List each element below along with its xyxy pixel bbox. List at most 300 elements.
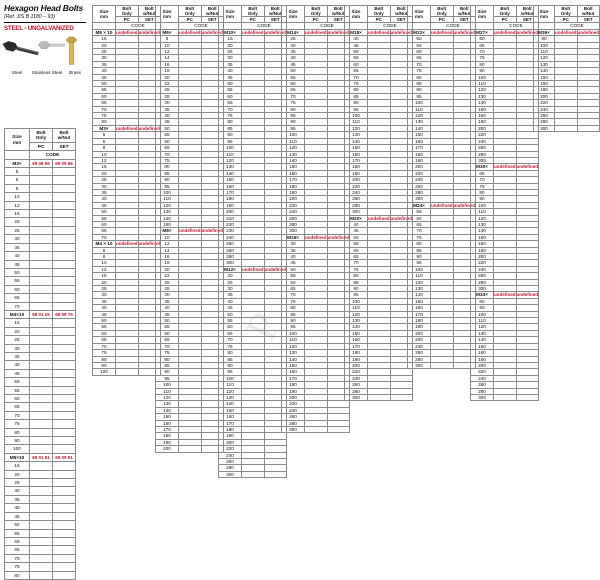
table-row <box>156 446 224 452</box>
length-cell: 180 <box>345 350 368 356</box>
length-cell: 35 <box>156 106 179 112</box>
header-code: CODE <box>494 23 539 29</box>
length-cell: 100 <box>93 369 116 375</box>
legend-price-set <box>53 168 76 176</box>
length-cell: 150 <box>534 74 555 80</box>
length-cell: 30 <box>93 55 116 61</box>
length-cell: 80 <box>345 273 368 279</box>
length-cell: 280 <box>408 189 431 195</box>
length-cell: 220 <box>219 446 242 452</box>
length-cell: 120 <box>408 279 431 285</box>
length-cell: 120 <box>471 215 494 221</box>
legend-header-pc: PC <box>30 142 53 150</box>
code-set-cell: undefined <box>201 29 223 35</box>
length-cell: 240 <box>471 266 494 272</box>
code-set-cell: undefined <box>327 29 349 35</box>
length-cell: 240 <box>408 177 431 183</box>
length-cell: 30 <box>219 286 242 292</box>
length-cell: 150 <box>471 234 494 240</box>
legend-row <box>5 327 76 335</box>
legend-price-pc <box>30 487 53 495</box>
length-cell: 280 <box>282 420 305 426</box>
length-cell: 140 <box>471 337 494 343</box>
header-set: SET <box>577 17 600 23</box>
legend-row <box>5 479 76 487</box>
length-cell: 100 <box>345 298 368 304</box>
length-cell: 55 <box>282 74 305 80</box>
code-pc-cell: undefined <box>116 125 138 131</box>
length-cell: 200 <box>345 177 368 183</box>
legend-price-pc <box>30 260 53 268</box>
length-cell: 100 <box>219 145 242 151</box>
legend-price-set <box>53 176 76 184</box>
length-cell: 160 <box>156 420 179 426</box>
length-cell: 60 <box>156 330 179 336</box>
length-cell: 70 <box>156 151 179 157</box>
length-cell: 95 <box>156 375 179 381</box>
length-cell: 50 <box>408 36 431 42</box>
legend-price-pc <box>30 479 53 487</box>
length-cell: 130 <box>156 401 179 407</box>
legend-length-cell: 80 <box>5 571 30 579</box>
length-cell: 170 <box>408 311 431 317</box>
legend-length-cell: 15 <box>5 462 30 470</box>
length-cell: 120 <box>345 125 368 131</box>
length-cell: 130 <box>408 286 431 292</box>
size-cell: M24× <box>408 202 431 208</box>
code-pc-cell: undefined <box>242 266 264 272</box>
length-cell: 40 <box>156 305 179 311</box>
length-cell: 85 <box>219 356 242 362</box>
length-cell: 15 <box>93 164 116 170</box>
bolt-label-stainless: Stainless Steel <box>31 70 63 75</box>
length-cell: 95 <box>219 369 242 375</box>
length-cell: 75 <box>219 113 242 119</box>
length-cell: 65 <box>408 221 431 227</box>
length-cell: 65 <box>471 42 494 48</box>
legend-code-set: 69 09 66 <box>53 159 76 167</box>
legend-price-set <box>53 193 76 201</box>
length-cell: 160 <box>471 350 494 356</box>
code-set-cell: undefined <box>138 29 160 35</box>
header-code: CODE <box>305 23 350 29</box>
length-cell: 40 <box>345 36 368 42</box>
length-cell: 300 <box>534 125 555 131</box>
length-cell: 80 <box>471 61 494 67</box>
length-cell: 140 <box>408 292 431 298</box>
bolt-price-table <box>218 5 287 478</box>
legend-price-set <box>53 210 76 218</box>
legend-length-cell: 45 <box>5 512 30 520</box>
length-cell: 280 <box>282 221 305 227</box>
bolt-price-table <box>407 5 476 369</box>
length-cell: 55 <box>219 318 242 324</box>
length-cell: 12 <box>93 157 116 163</box>
length-cell: 45 <box>156 119 179 125</box>
length-cell: 140 <box>471 100 494 106</box>
length-cell: 180 <box>345 164 368 170</box>
length-cell: 160 <box>345 151 368 157</box>
legend-length-cell: 90 <box>5 437 30 445</box>
legend-length-cell: 35 <box>5 243 30 251</box>
legend-price-set <box>53 546 76 554</box>
length-cell: 55 <box>345 241 368 247</box>
legend-header-size: Size mm <box>5 129 30 151</box>
length-cell: 150 <box>156 221 179 227</box>
legend-price-set <box>53 235 76 243</box>
table-header-row <box>471 6 539 17</box>
length-cell: 50 <box>219 311 242 317</box>
length-cell: 70 <box>282 292 305 298</box>
legend-row <box>5 294 76 302</box>
code-row <box>282 234 350 240</box>
bolt-price-table <box>155 5 224 453</box>
legend-row <box>5 201 76 209</box>
length-cell: 120 <box>219 157 242 163</box>
legend-price-set <box>53 428 76 436</box>
length-cell: 300 <box>282 426 305 432</box>
length-cell: 110 <box>408 106 431 112</box>
length-cell: 260 <box>219 459 242 465</box>
legend-length-cell: 20 <box>5 470 30 478</box>
length-cell: 140 <box>534 68 555 74</box>
legend-row <box>5 193 76 201</box>
legend-row <box>5 554 76 562</box>
length-cell: 120 <box>156 202 179 208</box>
length-cell: 70 <box>282 93 305 99</box>
table-header-row <box>534 6 600 17</box>
length-cell: 95 <box>408 93 431 99</box>
length-cell: 25 <box>219 279 242 285</box>
material-badge <box>4 25 88 32</box>
header-pc: PC <box>555 17 578 23</box>
legend-price-pc <box>30 411 53 419</box>
length-cell: 60 <box>408 49 431 55</box>
legend-row <box>5 168 76 176</box>
table-row <box>345 394 413 400</box>
length-cell: 130 <box>345 132 368 138</box>
length-cell: 50 <box>93 209 116 215</box>
header-bolt-only: Bolt Only <box>431 6 454 17</box>
length-cell: 40 <box>219 68 242 74</box>
length-cell: 50 <box>282 266 305 272</box>
length-cell: 200 <box>282 394 305 400</box>
legend-code-row <box>5 453 76 461</box>
length-cell: 60 <box>408 215 431 221</box>
legend-price-pc <box>30 201 53 209</box>
length-cell: 6 <box>93 247 116 253</box>
price-set-cell <box>264 471 287 477</box>
length-cell: 60 <box>93 330 116 336</box>
length-cell: 85 <box>345 93 368 99</box>
size-cell: M6× <box>156 29 179 35</box>
length-cell: 150 <box>156 414 179 420</box>
header-size: Size mm <box>156 6 179 23</box>
code-row <box>471 164 539 170</box>
length-cell: 25 <box>219 49 242 55</box>
length-cell: 20 <box>156 74 179 80</box>
length-cell: 35 <box>282 247 305 253</box>
length-cell: 60 <box>345 247 368 253</box>
length-cell: 110 <box>156 196 179 202</box>
length-cell: 40 <box>282 55 305 61</box>
legend-price-pc <box>30 470 53 478</box>
legend-price-pc <box>30 428 53 436</box>
length-cell: 170 <box>156 426 179 432</box>
legend-price-set <box>53 277 76 285</box>
length-cell: 170 <box>282 177 305 183</box>
legend-length-cell: 65 <box>5 294 30 302</box>
length-cell: 50 <box>156 125 179 131</box>
legend-size-cell: M4×10 <box>5 310 30 318</box>
header-bolt-with-nut: Bolt w/Nut <box>264 6 287 17</box>
length-cell: 190 <box>345 356 368 362</box>
length-cell: 140 <box>345 324 368 330</box>
legend-price-pc <box>30 495 53 503</box>
table-header-row <box>156 6 224 17</box>
price-pc-cell <box>494 394 517 400</box>
length-cell: 160 <box>408 305 431 311</box>
legend-code-pc: 69 01 25 <box>30 310 53 318</box>
legend-code-set: 69 09 51 <box>53 453 76 461</box>
length-cell: 85 <box>408 247 431 253</box>
header-bolt-with-nut: Bolt w/Nut <box>516 6 539 17</box>
length-cell: 140 <box>282 157 305 163</box>
code-set-cell: undefined <box>390 29 412 35</box>
legend-price-pc <box>30 537 53 545</box>
code-pc-cell: undefined <box>305 29 327 35</box>
header-pc: PC <box>494 17 517 23</box>
legend-price-pc <box>30 344 53 352</box>
legend-price-set <box>53 268 76 276</box>
table-row <box>471 394 539 400</box>
length-cell: 240 <box>408 343 431 349</box>
legend-price-set <box>53 243 76 251</box>
length-cell: 30 <box>156 100 179 106</box>
length-cell: 95 <box>282 125 305 131</box>
size-cell: M12× <box>219 266 242 272</box>
length-cell: 100 <box>408 266 431 272</box>
header-set: SET <box>327 17 350 23</box>
length-cell: 150 <box>282 362 305 368</box>
length-cell: 90 <box>471 196 494 202</box>
legend-length-cell: 70 <box>5 302 30 310</box>
length-cell: 55 <box>408 42 431 48</box>
size-cell: M30× <box>471 164 494 170</box>
code-row <box>93 125 161 131</box>
price-pc-cell <box>116 369 139 375</box>
length-cell: 65 <box>408 55 431 61</box>
code-set-cell: undefined <box>453 29 475 35</box>
size-cell: M16× <box>282 234 305 240</box>
legend-row <box>5 336 76 344</box>
length-cell: 70 <box>93 234 116 240</box>
legend-price-set <box>53 344 76 352</box>
legend-length-cell: 55 <box>5 277 30 285</box>
header-pc: PC <box>116 17 139 23</box>
length-cell: 120 <box>156 394 179 400</box>
legend-price-pc <box>30 226 53 234</box>
size-cell: M27× <box>471 29 494 35</box>
length-cell: 25 <box>93 49 116 55</box>
legend-price-pc <box>30 352 53 360</box>
legend-price-pc <box>30 168 53 176</box>
length-cell: 90 <box>471 68 494 74</box>
code-pc-cell: undefined <box>431 202 453 208</box>
table-row <box>219 471 287 477</box>
length-cell: 180 <box>471 119 494 125</box>
length-cell: 15 <box>93 36 116 42</box>
length-cell: 140 <box>156 407 179 413</box>
length-cell: 100 <box>282 132 305 138</box>
length-cell: 14 <box>156 55 179 61</box>
code-row <box>408 29 476 35</box>
legend-row <box>5 361 76 369</box>
header-set: SET <box>201 17 224 23</box>
header-bolt-only: Bolt Only <box>305 6 328 17</box>
header-pc: PC <box>431 17 454 23</box>
bolt-price-table <box>281 5 350 433</box>
length-cell: 45 <box>219 74 242 80</box>
length-cell: 75 <box>471 183 494 189</box>
code-row <box>408 202 476 208</box>
length-cell: 180 <box>156 433 179 439</box>
length-cell: 260 <box>471 273 494 279</box>
length-cell: 150 <box>471 343 494 349</box>
legend-price-pc <box>30 327 53 335</box>
length-cell: 75 <box>282 100 305 106</box>
length-cell: 30 <box>282 42 305 48</box>
legend-length-cell: 80 <box>5 428 30 436</box>
length-cell: 170 <box>345 343 368 349</box>
length-cell: 190 <box>156 439 179 445</box>
length-cell: 150 <box>471 106 494 112</box>
length-cell: 220 <box>408 337 431 343</box>
legend-row <box>5 487 76 495</box>
length-cell: 260 <box>471 382 494 388</box>
length-cell: 240 <box>219 452 242 458</box>
table-header-row <box>93 6 161 17</box>
length-cell: 200 <box>471 254 494 260</box>
bolt-price-table <box>92 5 161 376</box>
header-bolt-with-nut: Bolt w/Nut <box>390 6 413 17</box>
legend-length-cell: 10 <box>5 193 30 201</box>
length-cell: 100 <box>156 189 179 195</box>
legend-row <box>5 184 76 192</box>
table-row <box>282 426 350 432</box>
length-cell: 100 <box>345 113 368 119</box>
length-cell: 150 <box>408 298 431 304</box>
code-set-cell: undefined <box>264 29 286 35</box>
legend-price-set <box>53 260 76 268</box>
code-row <box>93 29 161 35</box>
legend-length-cell: 55 <box>5 386 30 394</box>
legend-row <box>5 428 76 436</box>
length-cell: 20 <box>219 273 242 279</box>
legend-row <box>5 378 76 386</box>
length-cell: 160 <box>534 81 555 87</box>
length-cell: 16 <box>156 254 179 260</box>
legend-length-cell: 70 <box>5 554 30 562</box>
length-cell: 25 <box>282 36 305 42</box>
length-cell: 30 <box>282 241 305 247</box>
length-cell: 260 <box>219 247 242 253</box>
length-cell: 50 <box>345 234 368 240</box>
header-size: Size mm <box>408 6 431 23</box>
code-pc-cell: undefined <box>305 234 327 240</box>
legend-row <box>5 302 76 310</box>
length-cell: 65 <box>345 254 368 260</box>
length-cell: 85 <box>282 311 305 317</box>
legend-price-pc <box>30 218 53 226</box>
legend-price-pc <box>30 445 53 453</box>
legend-price-pc <box>30 554 53 562</box>
size-cell: M33× <box>471 292 494 298</box>
legend-price-set <box>53 537 76 545</box>
legend-length-cell: 15 <box>5 319 30 327</box>
legend-row <box>5 546 76 554</box>
length-cell: 240 <box>282 407 305 413</box>
length-cell: 30 <box>93 292 116 298</box>
legend-price-pc <box>30 571 53 579</box>
length-cell: 280 <box>471 279 494 285</box>
legend-price-pc <box>30 319 53 327</box>
length-cell: 190 <box>219 202 242 208</box>
header-bolt-with-nut: Bolt w/Nut <box>201 6 224 17</box>
length-cell: 65 <box>219 100 242 106</box>
length-cell: 8 <box>93 254 116 260</box>
length-cell: 45 <box>219 305 242 311</box>
length-cell: 20 <box>93 279 116 285</box>
table-row <box>534 125 600 131</box>
length-cell: 130 <box>282 151 305 157</box>
table-header-row <box>408 6 476 17</box>
length-cell: 75 <box>219 343 242 349</box>
length-cell: 130 <box>408 119 431 125</box>
legend-row <box>5 403 76 411</box>
table-row <box>408 362 476 368</box>
legend-header-set: SET <box>53 142 76 150</box>
legend-length-cell: 65 <box>5 403 30 411</box>
header-block <box>4 3 88 32</box>
length-cell: 100 <box>408 100 431 106</box>
length-cell: 110 <box>471 81 494 87</box>
length-cell: 160 <box>282 170 305 176</box>
length-cell: 45 <box>345 42 368 48</box>
legend-price-pc <box>30 395 53 403</box>
length-cell: 25 <box>93 177 116 183</box>
length-cell: 80 <box>408 74 431 80</box>
code-row <box>93 241 161 247</box>
length-cell: 22 <box>156 273 179 279</box>
length-cell: 95 <box>156 183 179 189</box>
legend-row <box>5 437 76 445</box>
price-pc-cell <box>242 471 265 477</box>
length-cell: 130 <box>156 209 179 215</box>
length-cell: 130 <box>282 350 305 356</box>
length-cell: 35 <box>282 49 305 55</box>
price-pc-cell <box>368 394 391 400</box>
length-cell: 130 <box>534 61 555 67</box>
legend-row <box>5 495 76 503</box>
legend-length-cell: 75 <box>5 563 30 571</box>
code-set-cell: undefined <box>327 234 349 240</box>
size-cell: M5 × 10 <box>93 29 116 35</box>
length-cell: 180 <box>408 318 431 324</box>
length-cell: 190 <box>219 433 242 439</box>
material-badge-separator: - <box>22 25 28 32</box>
length-cell: 140 <box>408 125 431 131</box>
